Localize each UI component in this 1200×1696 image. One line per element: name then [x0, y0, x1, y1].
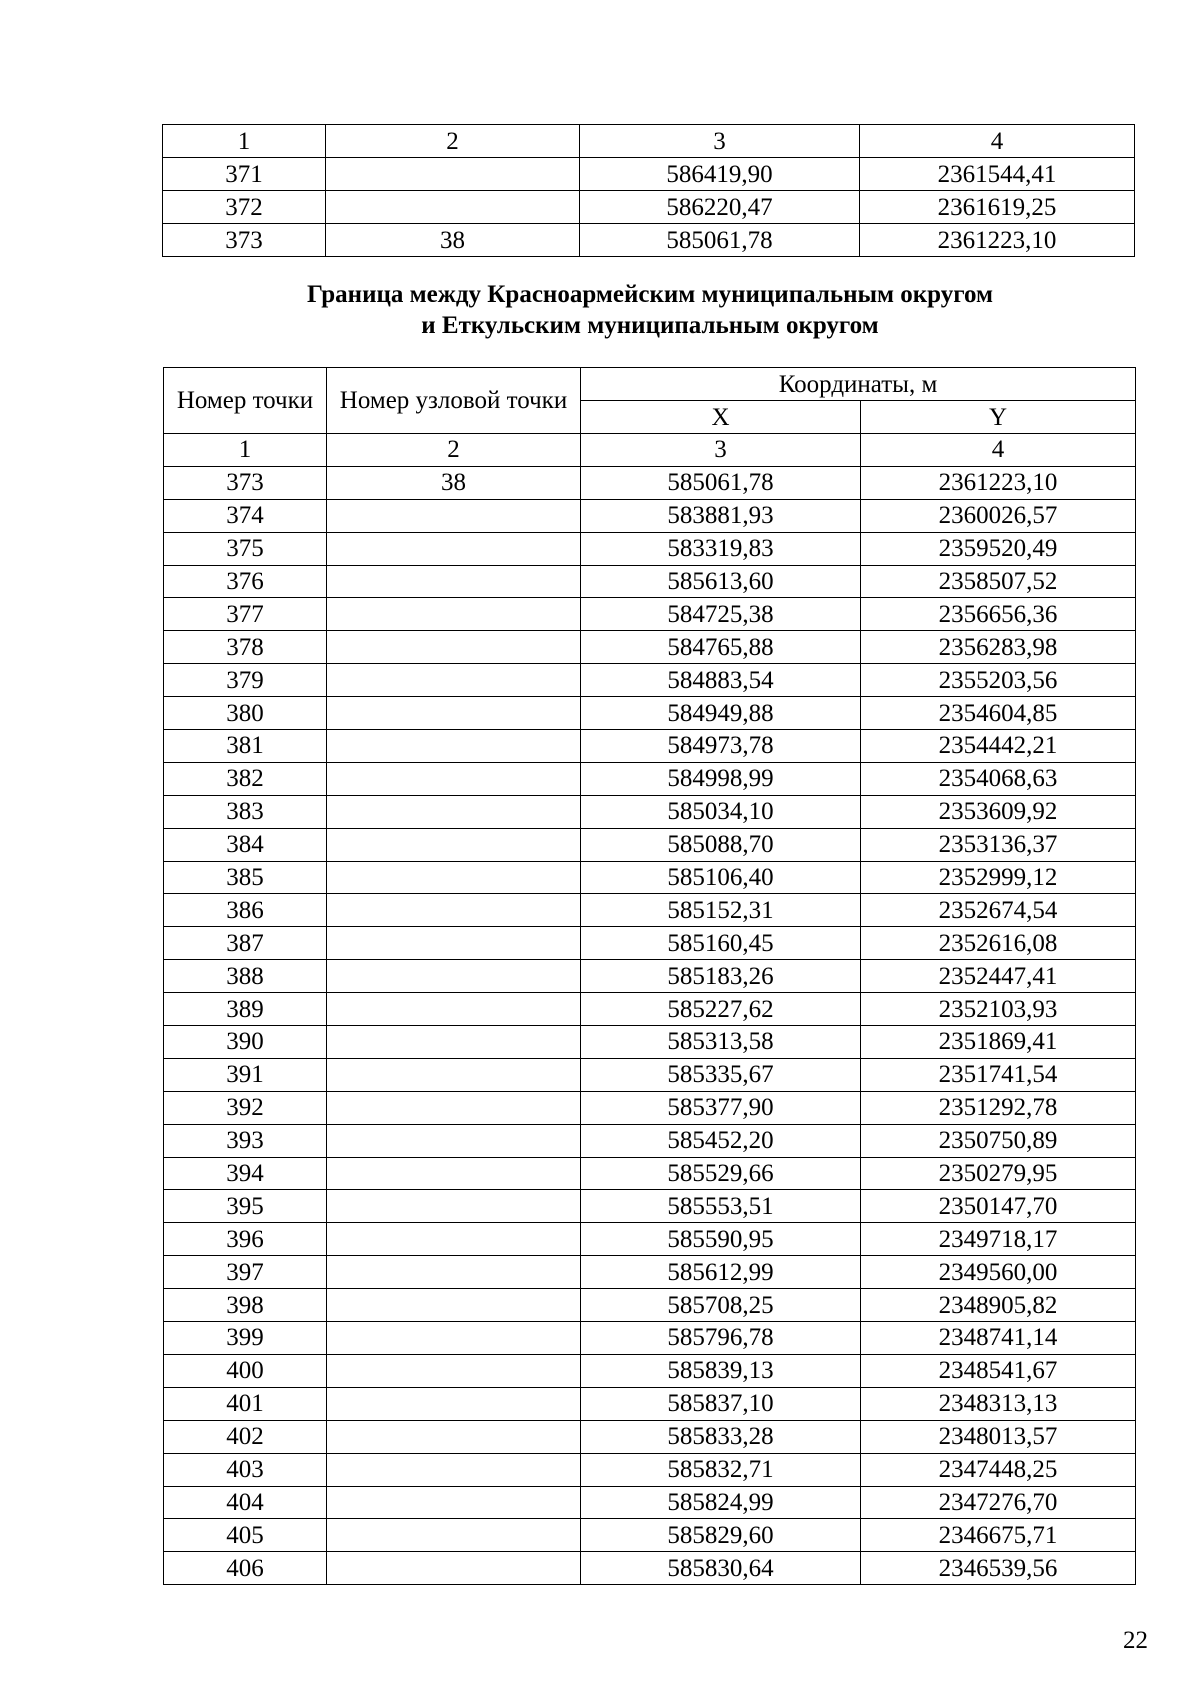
table-row — [164, 1223, 1136, 1256]
x-coordinate-cell: 585832,71 — [581, 1453, 861, 1486]
table-row — [164, 762, 1136, 795]
node-point-cell — [327, 861, 581, 894]
point-number-cell: 389 — [164, 993, 327, 1026]
point-number-cell: 383 — [164, 795, 327, 828]
point-number-cell: 379 — [164, 664, 327, 697]
table-row — [163, 191, 1135, 224]
point-number-cell: 400 — [164, 1354, 327, 1387]
node-point-cell — [327, 1289, 581, 1322]
x-coordinate-cell: 584765,88 — [581, 631, 861, 664]
node-point-cell — [327, 664, 581, 697]
y-coordinate-cell: 2361619,25 — [860, 191, 1135, 224]
x-coordinate-cell: 585796,78 — [581, 1322, 861, 1355]
page-number: 22 — [1123, 1627, 1148, 1654]
point-number-cell: 382 — [164, 762, 327, 795]
node-point-cell — [327, 1322, 581, 1355]
column-number-row — [163, 125, 1135, 158]
y-coordinate-cell: 2355203,56 — [861, 664, 1136, 697]
y-coordinate-cell: 2350147,70 — [861, 1190, 1136, 1223]
x-coordinate-cell: 585830,64 — [581, 1552, 861, 1585]
y-coordinate-cell: 2354442,21 — [861, 730, 1136, 763]
table-row — [164, 1058, 1136, 1091]
node-point-cell — [327, 1486, 581, 1519]
y-coordinate-cell: 2348013,57 — [861, 1420, 1136, 1453]
point-number-cell: 397 — [164, 1256, 327, 1289]
y-coordinate-cell: 2352616,08 — [861, 927, 1136, 960]
point-number-cell: 378 — [164, 631, 327, 664]
x-coordinate-cell: 585839,13 — [581, 1354, 861, 1387]
table-row — [163, 158, 1135, 191]
continuation-table — [162, 124, 1135, 257]
y-coordinate-cell: 2348541,67 — [861, 1354, 1136, 1387]
point-number-cell: 396 — [164, 1223, 327, 1256]
x-coordinate-cell: 584949,88 — [581, 697, 861, 730]
x-coordinate-cell: 585837,10 — [581, 1387, 861, 1420]
node-point-cell — [327, 532, 581, 565]
point-number-cell: 393 — [164, 1124, 327, 1157]
table-row — [164, 1486, 1136, 1519]
point-number-cell: 386 — [164, 894, 327, 927]
x-coordinate-cell: 585613,60 — [581, 565, 861, 598]
point-number-cell: 387 — [164, 927, 327, 960]
table-row — [164, 1157, 1136, 1190]
x-coordinate-cell: 585034,10 — [581, 795, 861, 828]
node-point-cell — [327, 1157, 581, 1190]
x-coordinate-cell: 585061,78 — [580, 224, 860, 257]
point-number-cell: 388 — [164, 960, 327, 993]
point-number-cell: 403 — [164, 1453, 327, 1486]
x-coordinate-cell: 585590,95 — [581, 1223, 861, 1256]
x-coordinate-cell: 583881,93 — [581, 499, 861, 532]
y-header: Y — [861, 401, 1136, 434]
section-title-line-1: Граница между Красноармейским муниципальным округом — [306, 281, 994, 308]
point-number-cell: 392 — [164, 1091, 327, 1124]
point-number-cell: 385 — [164, 861, 327, 894]
table-row — [164, 861, 1136, 894]
y-coordinate-cell: 2348313,13 — [861, 1387, 1136, 1420]
node-point-cell — [327, 1223, 581, 1256]
y-coordinate-cell: 2354068,63 — [861, 762, 1136, 795]
node-point-cell — [327, 927, 581, 960]
column-number-cell: 2 — [326, 125, 580, 158]
x-coordinate-cell: 586220,47 — [580, 191, 860, 224]
point-number-cell: 377 — [164, 598, 327, 631]
table-row — [164, 1519, 1136, 1552]
y-coordinate-cell: 2352447,41 — [861, 960, 1136, 993]
x-coordinate-cell: 585106,40 — [581, 861, 861, 894]
point-number-cell: 404 — [164, 1486, 327, 1519]
node-point-cell — [327, 1354, 581, 1387]
x-coordinate-cell: 585829,60 — [581, 1519, 861, 1552]
x-coordinate-cell: 585160,45 — [581, 927, 861, 960]
table-row — [164, 1124, 1136, 1157]
node-point-cell — [327, 1552, 581, 1585]
point-number-cell: 375 — [164, 532, 327, 565]
y-coordinate-cell: 2348741,14 — [861, 1322, 1136, 1355]
continuation-table-body — [163, 125, 1135, 257]
column-number-cell: 4 — [861, 434, 1136, 467]
table-row — [164, 631, 1136, 664]
y-coordinate-cell: 2346539,56 — [861, 1552, 1136, 1585]
y-coordinate-cell: 2361544,41 — [860, 158, 1135, 191]
node-point-cell — [327, 993, 581, 1026]
table-row — [164, 828, 1136, 861]
node-point-cell — [327, 1026, 581, 1059]
x-coordinate-cell: 585227,62 — [581, 993, 861, 1026]
x-coordinate-cell: 584883,54 — [581, 664, 861, 697]
table-row — [164, 1091, 1136, 1124]
y-coordinate-cell: 2361223,10 — [861, 466, 1136, 499]
x-header: X — [581, 401, 861, 434]
table-row — [164, 795, 1136, 828]
x-coordinate-cell: 583319,83 — [581, 532, 861, 565]
point-number-cell: 394 — [164, 1157, 327, 1190]
point-number-cell: 371 — [163, 158, 326, 191]
node-point-cell — [327, 697, 581, 730]
table-row — [164, 1322, 1136, 1355]
coordinates-table — [163, 367, 1136, 1585]
table-row — [164, 466, 1136, 499]
table-row — [164, 1453, 1136, 1486]
x-coordinate-cell: 586419,90 — [580, 158, 860, 191]
y-coordinate-cell: 2356656,36 — [861, 598, 1136, 631]
table-row — [164, 532, 1136, 565]
table-row — [164, 1387, 1136, 1420]
table-row — [164, 697, 1136, 730]
coordinates-header: Координаты, м — [581, 368, 1136, 401]
node-point-cell — [326, 158, 580, 191]
point-number-cell: 391 — [164, 1058, 327, 1091]
column-number-cell: 1 — [163, 125, 326, 158]
node-point-cell — [327, 1420, 581, 1453]
y-coordinate-cell: 2347276,70 — [861, 1486, 1136, 1519]
x-coordinate-cell: 584973,78 — [581, 730, 861, 763]
y-coordinate-cell: 2350750,89 — [861, 1124, 1136, 1157]
node-point-cell — [327, 828, 581, 861]
y-coordinate-cell: 2351869,41 — [861, 1026, 1136, 1059]
coordinates-table-body — [164, 368, 1136, 1585]
y-coordinate-cell: 2353609,92 — [861, 795, 1136, 828]
point-number-cell: 390 — [164, 1026, 327, 1059]
table-row — [164, 499, 1136, 532]
point-number-cell: 373 — [164, 466, 327, 499]
point-number-cell: 381 — [164, 730, 327, 763]
table-row — [164, 730, 1136, 763]
node-point-cell — [327, 762, 581, 795]
y-coordinate-cell: 2360026,57 — [861, 499, 1136, 532]
table-row — [164, 598, 1136, 631]
table-row — [164, 1026, 1136, 1059]
column-number-row — [164, 434, 1136, 467]
point-number-cell: 401 — [164, 1387, 327, 1420]
y-coordinate-cell: 2347448,25 — [861, 1453, 1136, 1486]
node-point-cell — [327, 598, 581, 631]
x-coordinate-cell: 585553,51 — [581, 1190, 861, 1223]
node-point-cell — [327, 730, 581, 763]
table-row — [164, 1289, 1136, 1322]
node-point-cell — [327, 795, 581, 828]
point-number-cell: 376 — [164, 565, 327, 598]
node-point-cell — [327, 894, 581, 927]
x-coordinate-cell: 585612,99 — [581, 1256, 861, 1289]
x-coordinate-cell: 585824,99 — [581, 1486, 861, 1519]
column-number-cell: 2 — [327, 434, 581, 467]
point-number-header: Номер точки — [164, 368, 327, 434]
x-coordinate-cell: 585452,20 — [581, 1124, 861, 1157]
node-point-cell: 38 — [326, 224, 580, 257]
node-point-cell — [327, 631, 581, 664]
point-number-cell: 402 — [164, 1420, 327, 1453]
point-number-cell: 372 — [163, 191, 326, 224]
table-row — [164, 1420, 1136, 1453]
y-coordinate-cell: 2348905,82 — [861, 1289, 1136, 1322]
node-point-cell — [327, 565, 581, 598]
y-coordinate-cell: 2349560,00 — [861, 1256, 1136, 1289]
y-coordinate-cell: 2359520,49 — [861, 532, 1136, 565]
point-number-cell: 405 — [164, 1519, 327, 1552]
x-coordinate-cell: 584998,99 — [581, 762, 861, 795]
point-number-cell: 398 — [164, 1289, 327, 1322]
node-point-cell — [327, 1091, 581, 1124]
column-number-cell: 3 — [580, 125, 860, 158]
table-row — [164, 1552, 1136, 1585]
x-coordinate-cell: 585088,70 — [581, 828, 861, 861]
node-point-cell — [327, 1519, 581, 1552]
point-number-cell: 406 — [164, 1552, 327, 1585]
node-point-cell: 38 — [327, 466, 581, 499]
node-point-header: Номер узловой точки — [327, 368, 581, 434]
node-point-cell — [327, 1387, 581, 1420]
table-row — [164, 993, 1136, 1026]
table-row — [164, 1256, 1136, 1289]
table-row — [164, 960, 1136, 993]
y-coordinate-cell: 2351292,78 — [861, 1091, 1136, 1124]
node-point-cell — [327, 1453, 581, 1486]
x-coordinate-cell: 585833,28 — [581, 1420, 861, 1453]
point-number-cell: 395 — [164, 1190, 327, 1223]
y-coordinate-cell: 2356283,98 — [861, 631, 1136, 664]
node-point-cell — [327, 1124, 581, 1157]
y-coordinate-cell: 2354604,85 — [861, 697, 1136, 730]
y-coordinate-cell: 2349718,17 — [861, 1223, 1136, 1256]
x-coordinate-cell: 585313,58 — [581, 1026, 861, 1059]
point-number-cell: 384 — [164, 828, 327, 861]
table-row — [164, 894, 1136, 927]
column-number-cell: 4 — [860, 125, 1135, 158]
point-number-cell: 374 — [164, 499, 327, 532]
header-row — [164, 368, 1136, 401]
y-coordinate-cell: 2352999,12 — [861, 861, 1136, 894]
x-coordinate-cell: 585335,67 — [581, 1058, 861, 1091]
point-number-cell: 373 — [163, 224, 326, 257]
x-coordinate-cell: 585377,90 — [581, 1091, 861, 1124]
node-point-cell — [326, 191, 580, 224]
table-row — [164, 565, 1136, 598]
column-number-cell: 1 — [164, 434, 327, 467]
x-coordinate-cell: 585708,25 — [581, 1289, 861, 1322]
y-coordinate-cell: 2352103,93 — [861, 993, 1136, 1026]
point-number-cell: 399 — [164, 1322, 327, 1355]
x-coordinate-cell: 585529,66 — [581, 1157, 861, 1190]
y-coordinate-cell: 2352674,54 — [861, 894, 1136, 927]
x-coordinate-cell: 584725,38 — [581, 598, 861, 631]
table-row — [163, 224, 1135, 257]
x-coordinate-cell: 585061,78 — [581, 466, 861, 499]
y-coordinate-cell: 2350279,95 — [861, 1157, 1136, 1190]
table-row — [164, 1354, 1136, 1387]
y-coordinate-cell: 2346675,71 — [861, 1519, 1136, 1552]
table-row — [164, 927, 1136, 960]
node-point-cell — [327, 960, 581, 993]
y-coordinate-cell: 2353136,37 — [861, 828, 1136, 861]
y-coordinate-cell: 2361223,10 — [860, 224, 1135, 257]
node-point-cell — [327, 1256, 581, 1289]
point-number-cell: 380 — [164, 697, 327, 730]
node-point-cell — [327, 1190, 581, 1223]
section-title-line-2: и Еткульским муниципальным округом — [421, 312, 879, 339]
column-number-cell: 3 — [581, 434, 861, 467]
y-coordinate-cell: 2351741,54 — [861, 1058, 1136, 1091]
table-row — [164, 1190, 1136, 1223]
x-coordinate-cell: 585183,26 — [581, 960, 861, 993]
x-coordinate-cell: 585152,31 — [581, 894, 861, 927]
y-coordinate-cell: 2358507,52 — [861, 565, 1136, 598]
node-point-cell — [327, 499, 581, 532]
table-row — [164, 664, 1136, 697]
node-point-cell — [327, 1058, 581, 1091]
